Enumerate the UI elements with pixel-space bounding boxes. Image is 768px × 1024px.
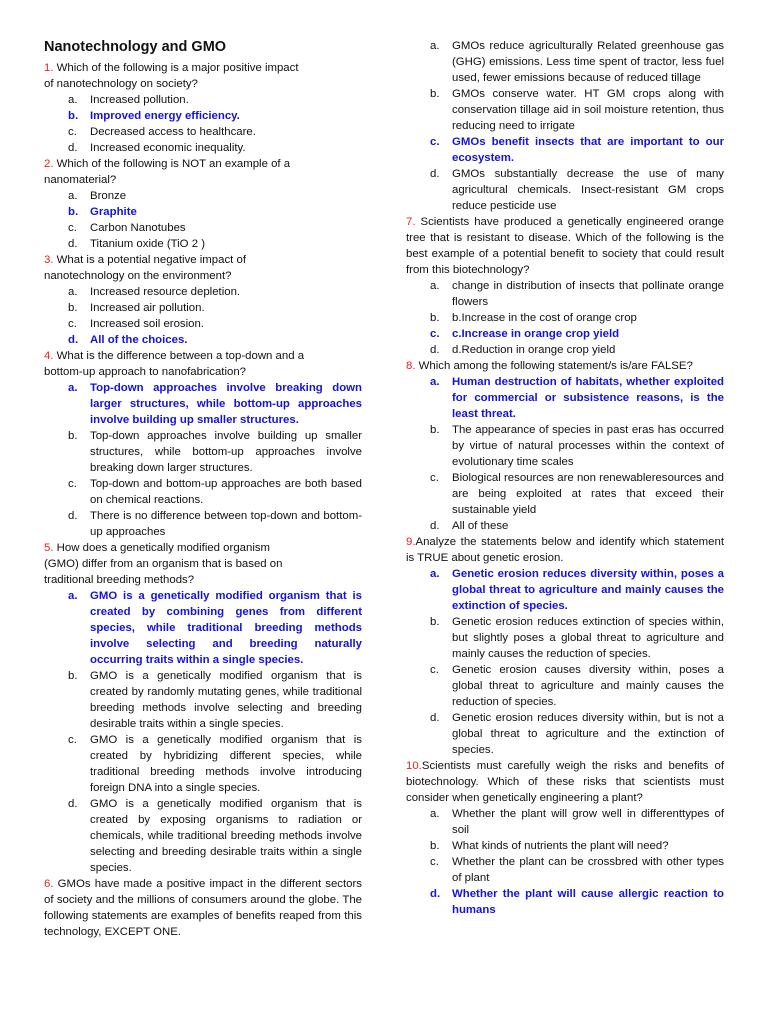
option-9-1 bbox=[406, 614, 724, 662]
option-2-1 bbox=[44, 204, 362, 220]
option-10-3 bbox=[406, 886, 724, 918]
option-text: Decreased access to healthcare. bbox=[90, 126, 256, 138]
option-letter: d. bbox=[68, 798, 78, 810]
question-stem: What is the difference between a top-down and a bottom-up approach to nanofabrication? bbox=[44, 350, 305, 378]
option-letter: b. bbox=[68, 206, 79, 218]
options-list bbox=[44, 92, 362, 156]
option-3-0 bbox=[44, 284, 362, 300]
question-text bbox=[406, 358, 724, 374]
option-text: GMO is a genetically modified organism that is created by exposing organisms to radiation or chemicals, while traditional breeding methods involve selecting and breeding desirable traits within a single species. bbox=[90, 798, 362, 874]
option-text: GMO is a genetically modified organism that is created by hybridizing different species, while traditional breeding methods involve introducing foreign DNA into a single species. bbox=[90, 734, 362, 794]
options-list bbox=[406, 278, 724, 358]
option-text: Improved energy efficiency. bbox=[90, 110, 240, 122]
option-letter: d. bbox=[68, 142, 78, 154]
option-text: Titanium oxide (TiO 2 ) bbox=[90, 238, 205, 250]
question-stem: Scientists have produced a genetically engineered orange tree that is resistant to disease. Which of the following is the best example of a potential benefit to society that could result from this biotechnology? bbox=[406, 216, 724, 276]
question-stem: Which of the following is a major positive impact of nanotechnology on society? bbox=[44, 62, 299, 90]
question-6-options bbox=[406, 38, 724, 214]
option-letter: a. bbox=[430, 376, 440, 388]
option-letter: b. bbox=[430, 424, 440, 436]
option-1-2 bbox=[44, 124, 362, 140]
option-letter: c. bbox=[430, 136, 440, 148]
option-letter: b. bbox=[68, 430, 78, 442]
question-block bbox=[44, 540, 362, 876]
option-text: Bronze bbox=[90, 190, 127, 202]
option-letter: c. bbox=[68, 734, 77, 746]
option-3-3 bbox=[44, 332, 362, 348]
option-text: d.Reduction in orange crop yield bbox=[452, 344, 616, 356]
option-6-3 bbox=[406, 166, 724, 214]
option-letter: d. bbox=[430, 712, 440, 724]
question-block bbox=[44, 348, 362, 540]
option-letter: d. bbox=[430, 344, 440, 356]
option-9-3 bbox=[406, 710, 724, 758]
option-text: Genetic erosion causes diversity within, poses a global threat to agriculture and mainly causes the reduction of species. bbox=[452, 664, 724, 708]
option-letter: d. bbox=[68, 510, 78, 522]
option-letter: c. bbox=[68, 318, 77, 330]
option-2-0 bbox=[44, 188, 362, 204]
option-4-3 bbox=[44, 508, 362, 540]
question-text bbox=[44, 252, 306, 284]
left-column bbox=[44, 38, 362, 940]
question-block bbox=[44, 60, 362, 156]
question-number: 8. bbox=[406, 360, 416, 372]
option-letter: a. bbox=[430, 568, 440, 580]
option-4-1 bbox=[44, 428, 362, 476]
option-1-0 bbox=[44, 92, 362, 108]
option-7-2 bbox=[406, 326, 724, 342]
question-block bbox=[44, 156, 362, 252]
option-text: Genetic erosion reduces extinction of species within, but slightly poses a global threat to agriculture and mainly causes the reduction of species. bbox=[452, 616, 724, 660]
question-stem: How does a genetically modified organism (GMO) differ from an organism that is based on traditional breeding methods? bbox=[44, 542, 283, 586]
question-text bbox=[406, 534, 724, 566]
option-2-2 bbox=[44, 220, 362, 236]
option-text: Top-down approaches involve breaking down larger structures, while bottom-up approaches involve building up smaller structures. bbox=[90, 382, 362, 426]
option-text: GMOs reduce agriculturally Related greenhouse gas (GHG) emissions. Less time spent of tractor, less fuel used, fewer emissions because of reduced tillage bbox=[452, 40, 724, 84]
option-4-0 bbox=[44, 380, 362, 428]
option-5-2 bbox=[44, 732, 362, 796]
option-text: The appearance of species in past eras has occurred by virtue of natural processes within the context of evolutionary time scales bbox=[452, 424, 724, 468]
option-3-2 bbox=[44, 316, 362, 332]
question-text bbox=[44, 876, 362, 940]
question-number: 10. bbox=[406, 760, 422, 772]
question-text bbox=[44, 540, 306, 588]
option-1-1 bbox=[44, 108, 362, 124]
option-text: b.Increase in the cost of orange crop bbox=[452, 312, 637, 324]
question-number: 1. bbox=[44, 62, 54, 74]
option-letter: c. bbox=[430, 856, 439, 868]
option-10-1 bbox=[406, 838, 724, 854]
option-text: Human destruction of habitats, whether exploited for commercial or subsistence reasons, is the least threat. bbox=[452, 376, 724, 420]
question-number: 3. bbox=[44, 254, 54, 266]
option-letter: b. bbox=[68, 670, 78, 682]
option-letter: c. bbox=[430, 328, 440, 340]
option-text: What kinds of nutrients the plant will need? bbox=[452, 840, 669, 852]
option-6-0 bbox=[406, 38, 724, 86]
options-list bbox=[44, 588, 362, 876]
options-list bbox=[44, 188, 362, 252]
option-8-2 bbox=[406, 470, 724, 518]
option-text: All of the choices. bbox=[90, 334, 188, 346]
option-6-2 bbox=[406, 134, 724, 166]
option-4-2 bbox=[44, 476, 362, 508]
question-text bbox=[44, 60, 306, 92]
question-stem: What is a potential negative impact of nanotechnology on the environment? bbox=[44, 254, 246, 282]
options-list bbox=[44, 380, 362, 540]
question-block bbox=[44, 876, 362, 940]
question-number: 4. bbox=[44, 350, 54, 362]
option-letter: c. bbox=[430, 664, 439, 676]
question-number: 2. bbox=[44, 158, 54, 170]
option-letter: b. bbox=[430, 88, 440, 100]
option-letter: d. bbox=[430, 888, 441, 900]
option-8-1 bbox=[406, 422, 724, 470]
left-question-list bbox=[44, 60, 362, 940]
option-text: There is no difference between top-down and bottom-up approaches bbox=[90, 510, 362, 538]
option-text: Top-down and bottom-up approaches are both based on chemical reactions. bbox=[90, 478, 362, 506]
question-text bbox=[44, 156, 306, 188]
option-text: GMOs conserve water. HT GM crops along with conservation tillage aid in soil moisture retention, thus reducing need to irrigate bbox=[452, 88, 724, 132]
option-letter: a. bbox=[68, 190, 78, 202]
option-1-3 bbox=[44, 140, 362, 156]
question-block bbox=[406, 358, 724, 534]
option-letter: d. bbox=[430, 520, 440, 532]
question-block bbox=[44, 252, 362, 348]
option-5-3 bbox=[44, 796, 362, 876]
option-9-0 bbox=[406, 566, 724, 614]
option-text: Increased air pollution. bbox=[90, 302, 205, 314]
option-letter: a. bbox=[68, 286, 78, 298]
options-list bbox=[406, 566, 724, 758]
option-letter: b. bbox=[430, 616, 440, 628]
option-7-1 bbox=[406, 310, 724, 326]
option-text: Carbon Nanotubes bbox=[90, 222, 186, 234]
options-list bbox=[44, 284, 362, 348]
option-10-2 bbox=[406, 854, 724, 886]
option-letter: c. bbox=[68, 126, 77, 138]
option-text: c.Increase in orange crop yield bbox=[452, 328, 620, 340]
option-letter: d. bbox=[68, 334, 79, 346]
option-text: GMO is a genetically modified organism that is created by combining genes from different species, while traditional breeding methods involve selecting and breeding naturally occurring traits within a single species. bbox=[90, 590, 362, 666]
options-list bbox=[406, 806, 724, 918]
option-text: Increased economic inequality. bbox=[90, 142, 246, 154]
option-8-0 bbox=[406, 374, 724, 422]
question-stem: Which among the following statement/s is/are FALSE? bbox=[415, 360, 693, 372]
option-text: Genetic erosion reduces diversity within, poses a global threat to agriculture and mainly causes the extinction of species. bbox=[452, 568, 724, 612]
page-title: Nanotechnology and GMO bbox=[44, 39, 227, 55]
question-number: 6. bbox=[44, 878, 54, 890]
option-text: GMO is a genetically modified organism that is created by randomly mutating genes, while traditional breeding methods involve selecting and breeding desirable traits within a single species. bbox=[90, 670, 362, 730]
question-stem: Which of the following is NOT an example of a nanomaterial? bbox=[44, 158, 291, 186]
option-letter: b. bbox=[68, 302, 78, 314]
right-question-list bbox=[406, 214, 724, 918]
option-text: Whether the plant can be crossbred with other types of plant bbox=[452, 856, 724, 884]
option-letter: a. bbox=[68, 382, 78, 394]
option-6-1 bbox=[406, 86, 724, 134]
option-8-3 bbox=[406, 518, 724, 534]
question-block bbox=[406, 534, 724, 758]
option-letter: b. bbox=[430, 840, 440, 852]
option-3-1 bbox=[44, 300, 362, 316]
options-list bbox=[406, 374, 724, 534]
option-text: Whether the plant will cause allergic reaction to humans bbox=[452, 888, 724, 916]
question-number: 7. bbox=[406, 216, 416, 228]
option-text: Increased pollution. bbox=[90, 94, 189, 106]
question-text bbox=[44, 348, 306, 380]
option-letter: b. bbox=[430, 312, 440, 324]
option-letter: c. bbox=[68, 222, 77, 234]
option-text: change in distribution of insects that pollinate orange flowers bbox=[452, 280, 724, 308]
option-letter: d. bbox=[68, 238, 78, 250]
question-stem: Analyze the statements below and identify which statement is TRUE about genetic erosion. bbox=[406, 536, 724, 564]
option-text: Biological resources are non renewableresources and are being exploited at rates that exceed their sustainable yield bbox=[452, 472, 724, 516]
question-block bbox=[406, 214, 724, 358]
option-text: GMOs substantially decrease the use of many agricultural chemicals. Insect-resistant GM crops reduce pesticide use bbox=[452, 168, 724, 212]
question-number: 9. bbox=[406, 536, 416, 548]
question-block bbox=[406, 758, 724, 918]
option-letter: c. bbox=[430, 472, 439, 484]
option-9-2 bbox=[406, 662, 724, 710]
option-letter: a. bbox=[430, 40, 440, 52]
option-letter: a. bbox=[430, 280, 440, 292]
option-text: Increased resource depletion. bbox=[90, 286, 241, 298]
option-text: GMOs benefit insects that are important to our ecosystem. bbox=[452, 136, 724, 164]
option-text: Genetic erosion reduces diversity within, but is not a global threat to agriculture and the extinction of species. bbox=[452, 712, 724, 756]
option-10-0 bbox=[406, 806, 724, 838]
option-letter: b. bbox=[68, 110, 79, 122]
option-text: Graphite bbox=[90, 206, 137, 218]
option-5-1 bbox=[44, 668, 362, 732]
option-letter: a. bbox=[430, 808, 440, 820]
option-text: Increased soil erosion. bbox=[90, 318, 204, 330]
question-text bbox=[406, 214, 724, 278]
question-stem: GMOs have made a positive impact in the different sectors of society and the millions of consumers around the globe. The following statements are examples of benefits reaped from this technology, EXCEPT ONE. bbox=[44, 878, 362, 938]
question-text bbox=[406, 758, 724, 806]
option-letter: c. bbox=[68, 478, 77, 490]
option-7-0 bbox=[406, 278, 724, 310]
option-letter: a. bbox=[68, 94, 78, 106]
option-text: Top-down approaches involve building up smaller structures, while bottom-up approaches involve breaking down larger structures. bbox=[90, 430, 362, 474]
option-letter: a. bbox=[68, 590, 78, 602]
option-2-3 bbox=[44, 236, 362, 252]
option-7-3 bbox=[406, 342, 724, 358]
option-text: All of these bbox=[452, 520, 509, 532]
option-letter: d. bbox=[430, 168, 440, 180]
option-5-0 bbox=[44, 588, 362, 668]
question-stem: Scientists must carefully weigh the risks and benefits of biotechnology. Which of these risks that scientists must consider when genetically engineering a plant? bbox=[406, 760, 724, 804]
right-column bbox=[406, 38, 724, 918]
option-text: Whether the plant will grow well in differenttypes of soil bbox=[452, 808, 724, 836]
question-number: 5. bbox=[44, 542, 54, 554]
